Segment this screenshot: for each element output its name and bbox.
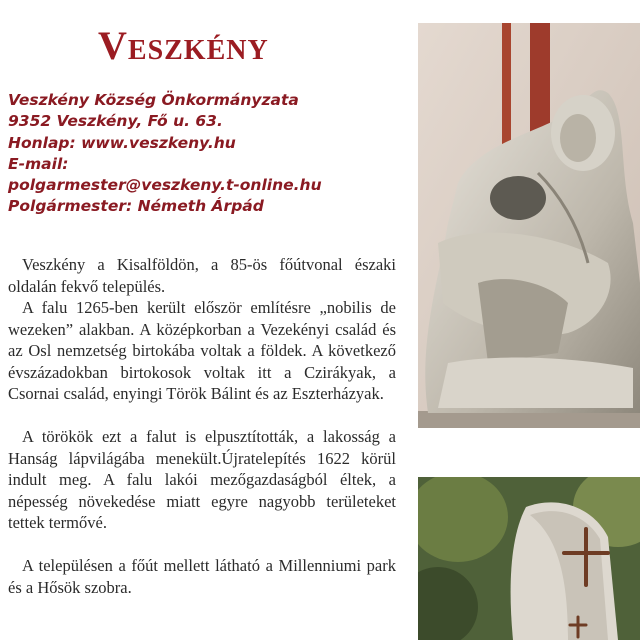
cross-monument-photo (418, 477, 640, 640)
paragraph-intro: Veszkény a Kisalföldön, a 85-ös főútvonal északi oldalán fekvő település. (8, 255, 396, 296)
paragraph-history: A falu 1265-ben került először említésre „nobilis de wezeken” alakban. A középkorban a Vezekényi család és az Osl nemzetség birtokába voltak a földek. A következő évszázadokban birtokosok voltak itt a Czirákyak, a Csornai család, enyingi Török Bálint és az Eszterházyak. (8, 298, 396, 403)
municipality-name: Veszkény Község Önkormányzata (8, 91, 299, 109)
email-label: E-mail: (8, 154, 69, 173)
mayor-name: Polgármester: Németh Árpád (8, 197, 264, 216)
website-link[interactable]: Honlap: www.veszkeny.hu (8, 133, 236, 152)
page-title: Veszkény (98, 23, 269, 68)
contact-block (8, 90, 408, 218)
paragraph-monuments: A településen a főút mellett látható a Millenniumi park és a Hősök szobra. (8, 556, 396, 597)
paragraph-turkish-era: A törökök ezt a falut is elpusztították, a lakosság a Hanság lápvilágába menekült.Újratelepítés 1622 körül indult meg. A falu lakói mezőgazdaságból éltek, a népesség növekedése miatt egyre nagyobb területeket tettek termővé. (8, 427, 396, 532)
email-link[interactable]: polgarmester@veszkeny.t-online.hu (8, 176, 322, 195)
article-body (8, 254, 396, 598)
postal-address: 9352 Veszkény, Fő u. 63. (8, 112, 223, 131)
pieta-statue-photo (418, 23, 640, 428)
